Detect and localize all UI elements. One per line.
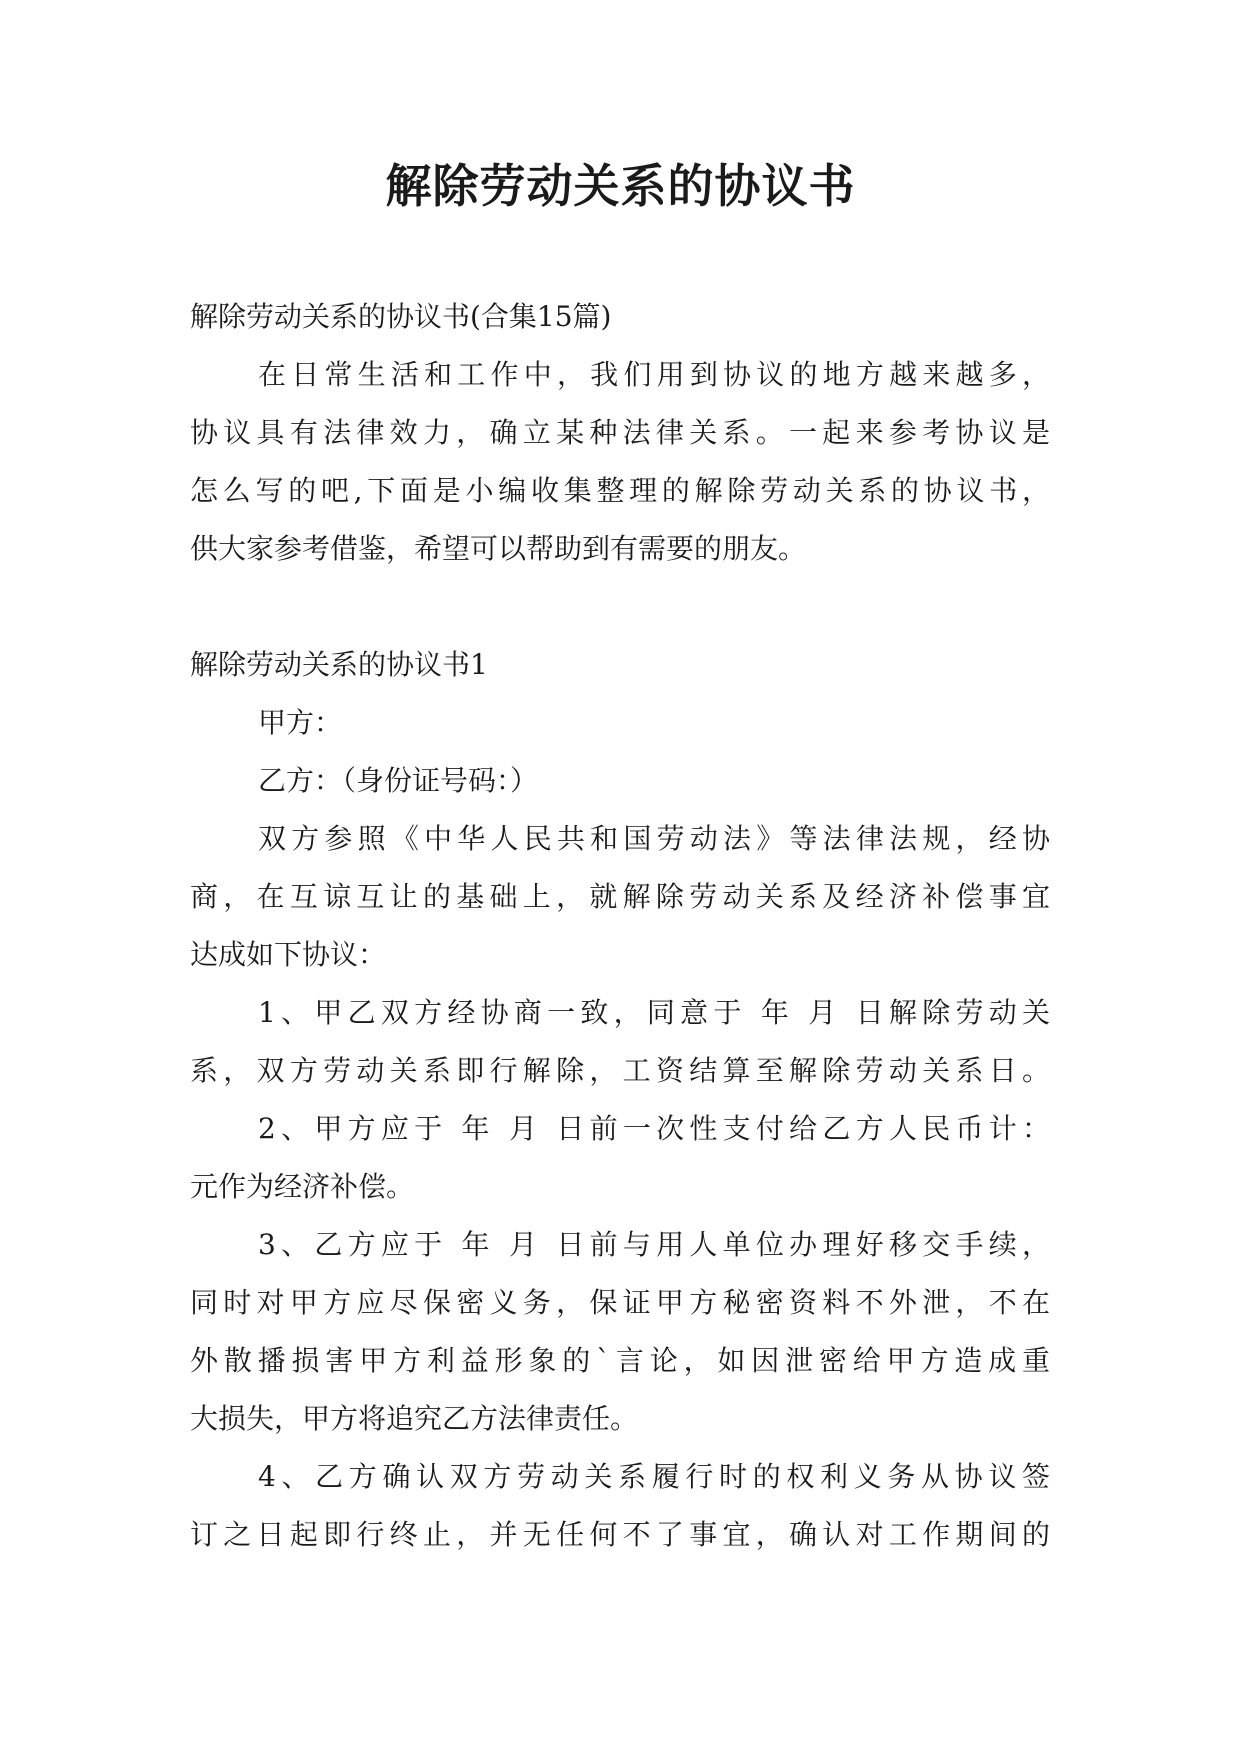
clause-line: 1、甲乙双方经协商一致，同意于 年 月 日解除劳动关 <box>258 996 1050 1029</box>
intro-line: 在日常生活和工作中，我们用到协议的地方越来越多， <box>258 358 1050 391</box>
intro-line: 协议具有法律效力，确立某种法律关系。一起来参考协议是 <box>190 416 1050 449</box>
clause-line: 2、甲方应于 年 月 日前一次性支付给乙方人民币计： <box>258 1112 1050 1145</box>
clause-1 <box>190 984 1050 1100</box>
clause-4 <box>190 1448 1050 1564</box>
intro-line: 供大家参考借鉴，希望可以帮助到有需要的朋友。 <box>190 532 807 565</box>
document-body <box>190 288 1050 1564</box>
clause-3 <box>190 1216 1050 1448</box>
clause-line: 3、乙方应于 年 月 日前与用人单位办理好移交手续， <box>258 1228 1050 1261</box>
party-a-line: 甲方： <box>258 706 343 739</box>
preamble-line: 双方参照《中华人民共和国劳动法》等法律法规，经协 <box>258 822 1050 855</box>
spacer <box>190 578 1050 636</box>
clause-2 <box>190 1100 1050 1216</box>
preamble-paragraph <box>190 810 1050 984</box>
document-title: 解除劳动关系的协议书 <box>385 159 856 213</box>
clause-line: 大损失，甲方将追究乙方法律责任。 <box>190 1402 639 1435</box>
clause-line: 同时对甲方应尽保密义务，保证甲方秘密资料不外泄，不在 <box>190 1286 1050 1319</box>
preamble-line: 商，在互谅互让的基础上，就解除劳动关系及经济补偿事宜 <box>190 880 1050 913</box>
party-b-line: 乙方：（身份证号码：） <box>258 764 539 797</box>
clause-line: 4、乙方确认双方劳动关系履行时的权利义务从协议签 <box>258 1460 1050 1493</box>
intro-line: 怎么写的吧,下面是小编收集整理的解除劳动关系的协议书， <box>190 474 1050 507</box>
collection-subtitle: 解除劳动关系的协议书(合集15篇) <box>190 300 612 333</box>
section-heading: 解除劳动关系的协议书1 <box>190 648 488 681</box>
clause-line: 外散播损害甲方利益形象的`言论，如因泄密给甲方造成重 <box>190 1344 1050 1377</box>
clause-line: 系，双方劳动关系即行解除，工资结算至解除劳动关系日。 <box>190 1054 1050 1087</box>
clause-line: 元作为经济补偿。 <box>190 1170 415 1203</box>
clause-line: 订之日起即行终止，并无任何不了事宜，确认对工作期间的 <box>190 1518 1050 1551</box>
intro-paragraph <box>190 346 1050 578</box>
preamble-line: 达成如下协议： <box>190 938 387 971</box>
